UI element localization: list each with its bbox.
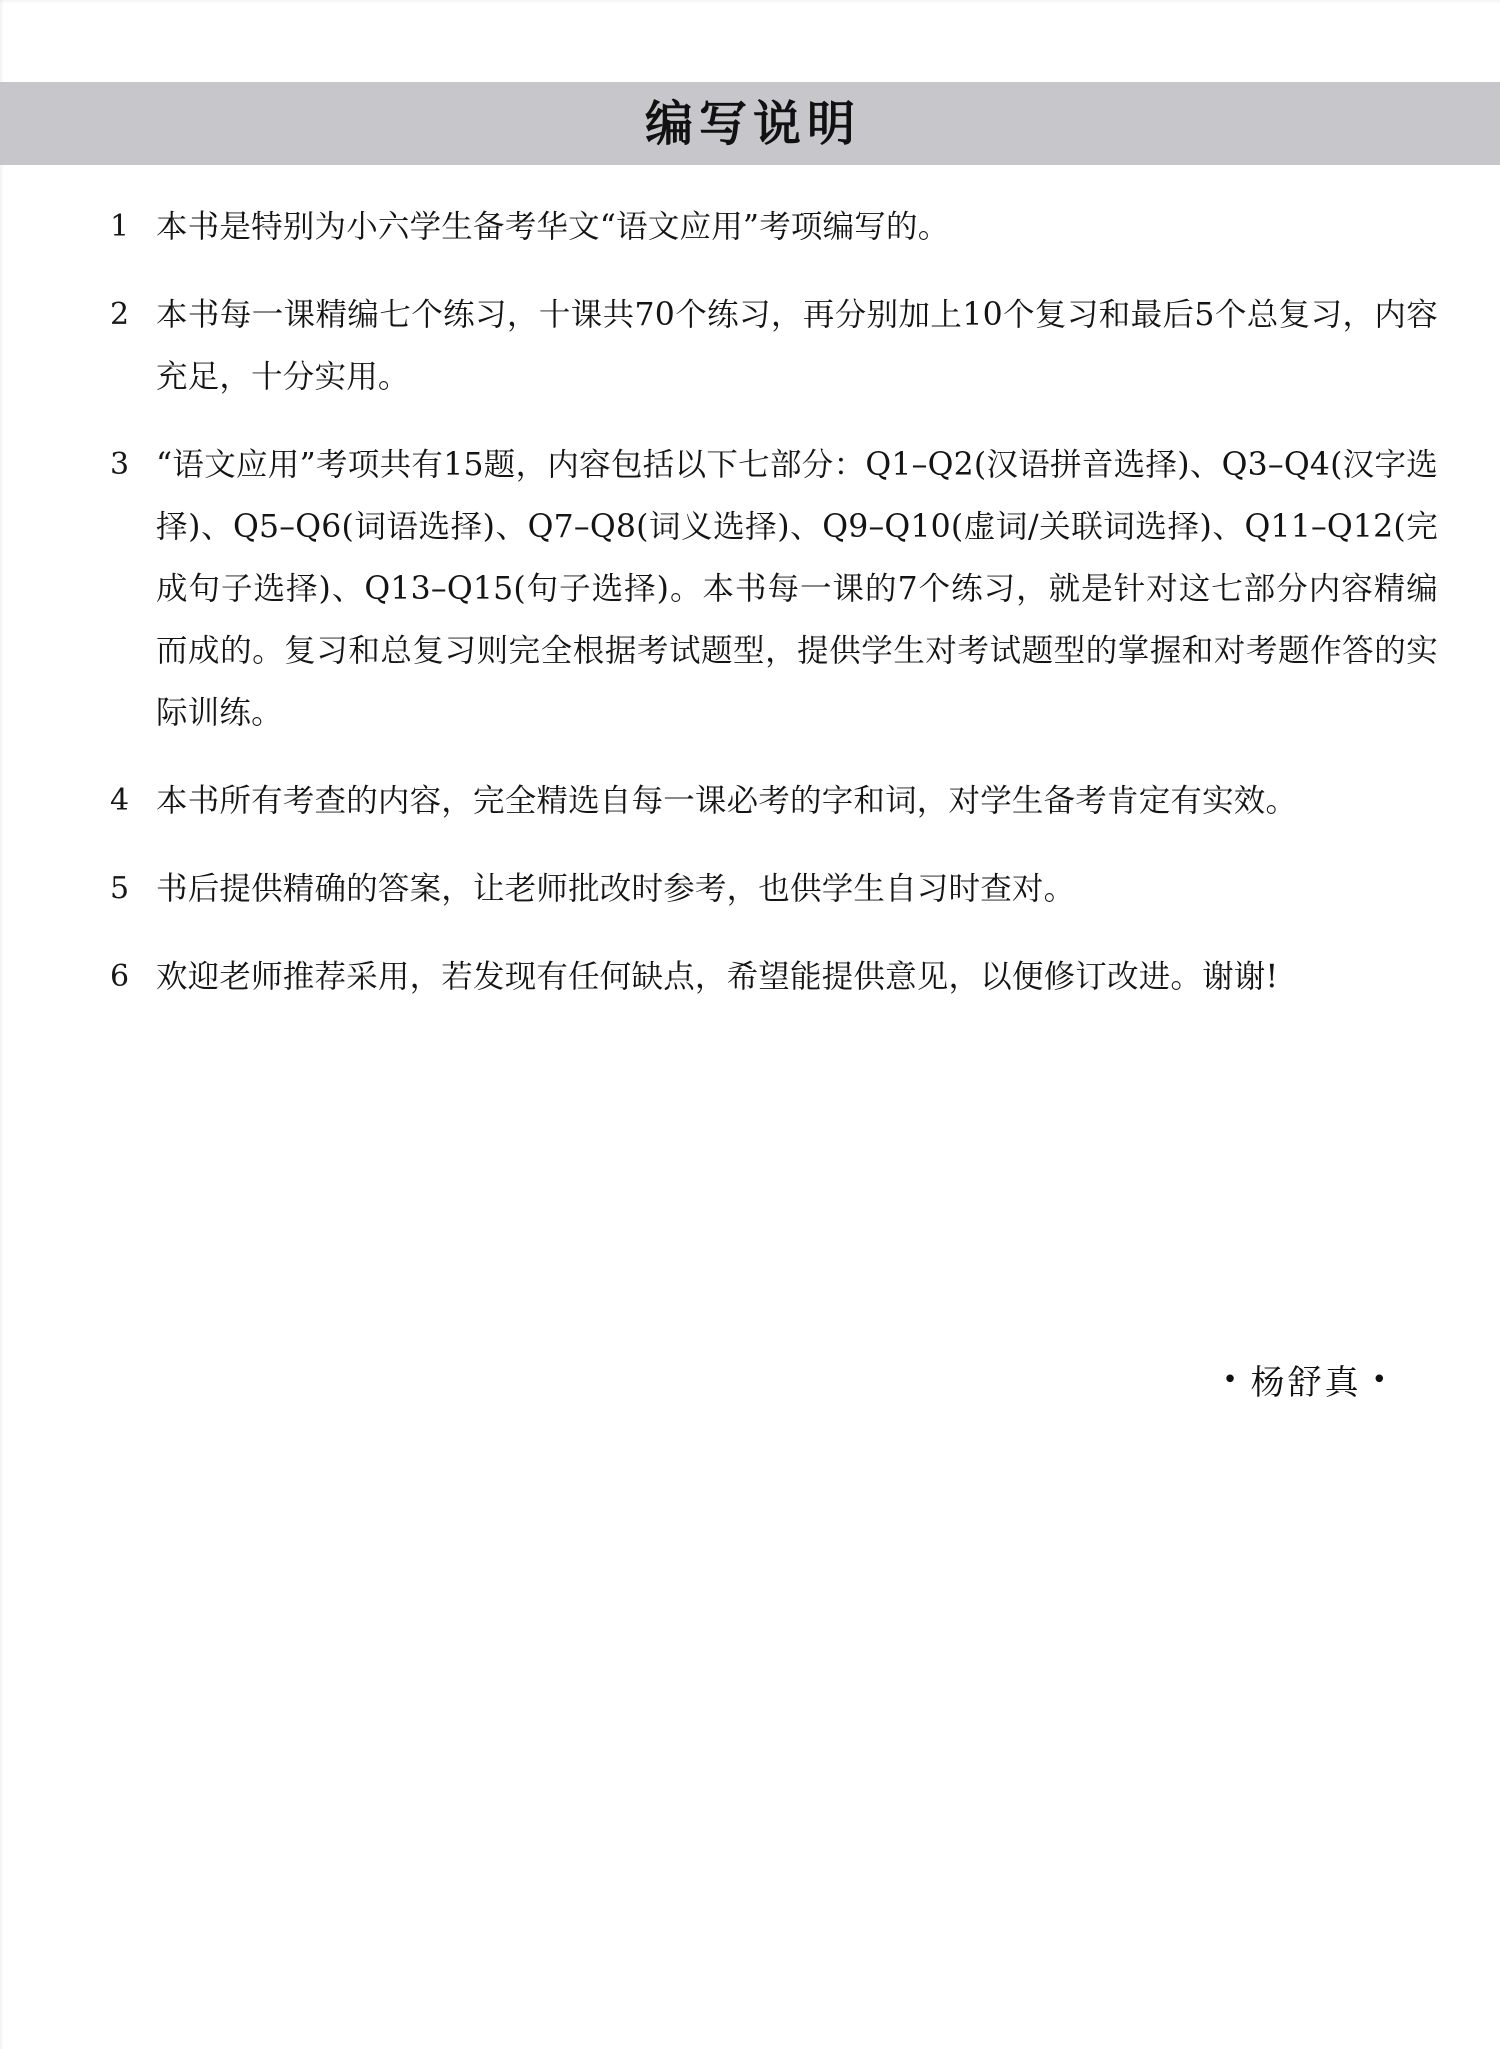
list-item <box>0 196 1500 258</box>
list-item <box>0 770 1500 832</box>
list-item-number: 5 <box>110 871 130 906</box>
list-item-text: 书后提供精确的答案，让老师批改时参考，也供学生自习时查对。 <box>156 871 1076 907</box>
list-item <box>0 858 1500 920</box>
list-item-number: 3 <box>110 447 130 482</box>
list-item-text: “语文应用”考项共有15题，内容包括以下七部分：Q1–Q2(汉语拼音选择)、Q3–Q4(汉字选择)、Q5–Q6(词语选择)、Q7–Q8(词义选择)、Q9–Q10(虚词/关联词选择)、Q11–Q12(完成句子选择)、Q13–Q15(句子选择)。本书每一课的7个练习，就是针对这七部分内容精编而成的。复习和总复习则完全根据考试题型，提供学生对考试题型的掌握和对考题作答的实际训练。 <box>156 447 1438 731</box>
author-signature <box>1212 1355 1400 1404</box>
list-item-number: 6 <box>110 959 130 994</box>
signature-left-dot: • <box>1222 1364 1241 1395</box>
list-item <box>0 284 1500 408</box>
list-item-number: 1 <box>110 209 130 244</box>
signature-right-dot: • <box>1371 1364 1390 1395</box>
page-title: 编写说明 <box>644 95 861 152</box>
list-item <box>0 946 1500 1008</box>
section-header-band <box>0 82 1500 165</box>
list-item-text: 本书所有考查的内容，完全精选自每一课必考的字和词，对学生备考肯定有实效。 <box>156 783 1298 819</box>
list-item-text: 欢迎老师推荐采用，若发现有任何缺点，希望能提供意见，以便修订改进。谢谢! <box>156 959 1279 995</box>
list-item-text: 本书是特别为小六学生备考华文“语文应用”考项编写的。 <box>156 209 950 245</box>
list-item-text: 本书每一课精编七个练习，十课共70个练习，再分别加上10个复习和最后5个总复习，内容充足，十分实用。 <box>156 297 1438 395</box>
signature-name: 杨舒真 <box>1250 1363 1362 1403</box>
notes-list <box>0 196 1500 1034</box>
scan-edge-top <box>0 0 1500 4</box>
list-item-number: 4 <box>110 783 130 818</box>
list-item-number: 2 <box>110 297 130 332</box>
list-item <box>0 434 1500 744</box>
